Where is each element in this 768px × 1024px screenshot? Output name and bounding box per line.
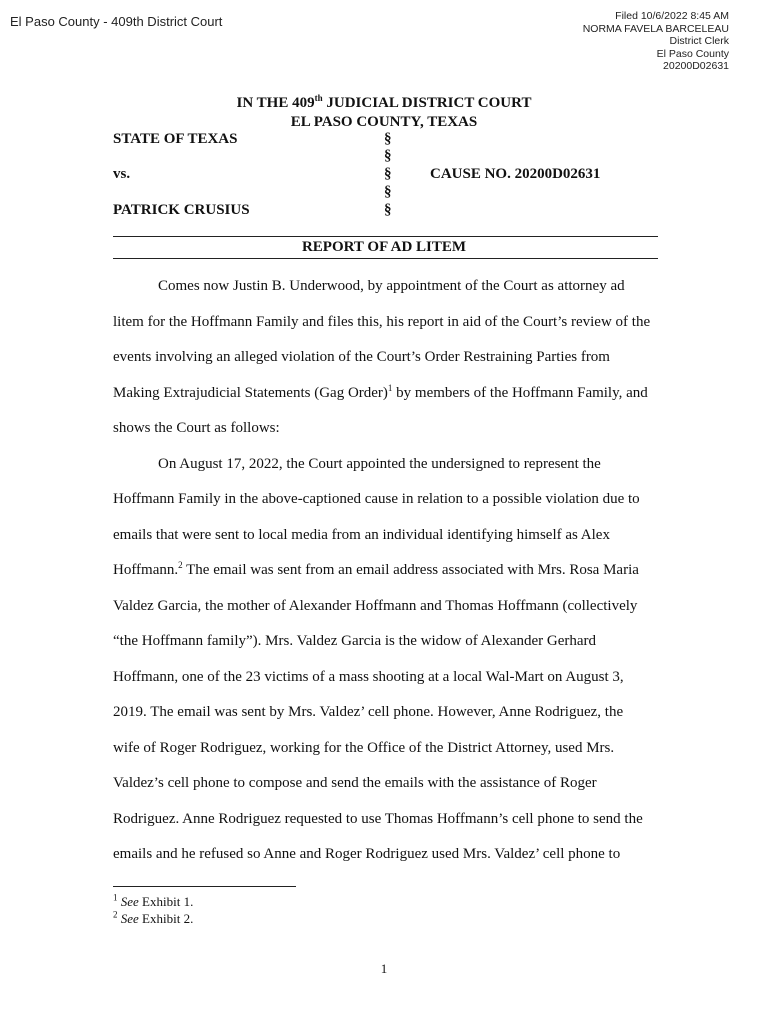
- divider-top: [113, 236, 658, 237]
- versus-label: vs.: [113, 166, 131, 182]
- cause-number: CAUSE NO. 20200D02631: [430, 166, 601, 182]
- body-line: emails that were sent to local media from an individual identifying himself as Alex: [113, 526, 610, 543]
- section-symbol: §: [384, 202, 392, 218]
- body-line: Valdez Garcia, the mother of Alexander Hoffmann and Thomas Hoffmann (collectively: [113, 597, 638, 614]
- clerk-name: NORMA FAVELA BARCELEAU: [582, 22, 729, 35]
- county-name: El Paso County: [656, 47, 729, 60]
- body-line: “the Hoffmann family”). Mrs. Valdez Garcia is the widow of Alexander Gerhard: [113, 633, 597, 649]
- footnote-divider: [113, 886, 296, 887]
- body-line: emails and he refused so Anne and Roger Rodriguez used Mrs. Valdez’ cell phone to: [113, 846, 621, 862]
- section-symbol: §: [384, 148, 392, 164]
- filed-date: Filed 10/6/2022 8:45 AM: [615, 10, 729, 22]
- footnote: $^1$ See Exhibit 1.: [113, 892, 194, 909]
- body-line: Rodriguez. Anne Rodriguez requested to use Thomas Hoffmann’s cell phone to send the: [113, 810, 643, 827]
- page-number: 1: [380, 961, 388, 976]
- footnotes: [113, 893, 193, 927]
- footnote-ref: 1: [387, 382, 393, 393]
- footnote: $^2$ See Exhibit 2.: [113, 909, 194, 926]
- stamp-cause-number: 20200D02631: [663, 60, 729, 72]
- body-line: Making Extrajudicial Statements (Gag Order)$^1$ by members of the Hoffmann Family, and: [113, 382, 648, 401]
- section-symbol: §: [384, 166, 392, 182]
- body-line: litem for the Hoffmann Family and files this, his report in aid of the Court’s review of the: [113, 313, 651, 330]
- body-line: Hoffmann.$^2$ The email was sent from an email address associated with Mrs. Rosa Maria: [113, 560, 639, 578]
- body-line: Hoffmann Family in the above-captioned cause in relation to a possible violation due to: [113, 491, 640, 507]
- body-line: Valdez’s cell phone to compose and send the emails with the assistance of Roger: [113, 775, 597, 791]
- plaintiff-name: STATE OF TEXAS: [113, 131, 238, 147]
- body-line: Hoffmann, one of the 23 victims of a mass shooting at a local Wal-Mart on August 3,: [113, 668, 624, 685]
- court-title-line1: IN THE 409th JUDICIAL DISTRICT COURT: [236, 93, 532, 111]
- filing-stamp: [583, 10, 729, 73]
- footnote-ref: 2: [178, 560, 183, 570]
- body-line: shows the Court as follows:: [113, 420, 280, 436]
- divider-bottom: [113, 258, 658, 259]
- report-title: REPORT OF AD LITEM: [301, 239, 467, 255]
- body-line: events involving an alleged violation of the Court’s Order Restraining Parties from: [113, 349, 610, 365]
- body-line: Comes now Justin B. Underwood, by appointment of the Court as attorney ad: [158, 278, 625, 294]
- section-symbol: §: [384, 184, 392, 200]
- report-body: [113, 269, 673, 873]
- body-line: wife of Roger Rodriguez, working for the Office of the District Attorney, used Mrs.: [113, 739, 615, 756]
- body-line: On August 17, 2022, the Court appointed the undersigned to represent the: [158, 455, 601, 472]
- court-title-line2: EL PASO COUNTY, TEXAS: [290, 114, 478, 130]
- body-line: 2019. The email was sent by Mrs. Valdez’ cell phone. However, Anne Rodriguez, the: [113, 704, 624, 720]
- clerk-title: District Clerk: [669, 35, 729, 47]
- court-header: El Paso County - 409th District Court: [10, 14, 223, 29]
- defendant-name: PATRICK CRUSIUS: [113, 202, 250, 218]
- section-symbol: §: [384, 131, 392, 147]
